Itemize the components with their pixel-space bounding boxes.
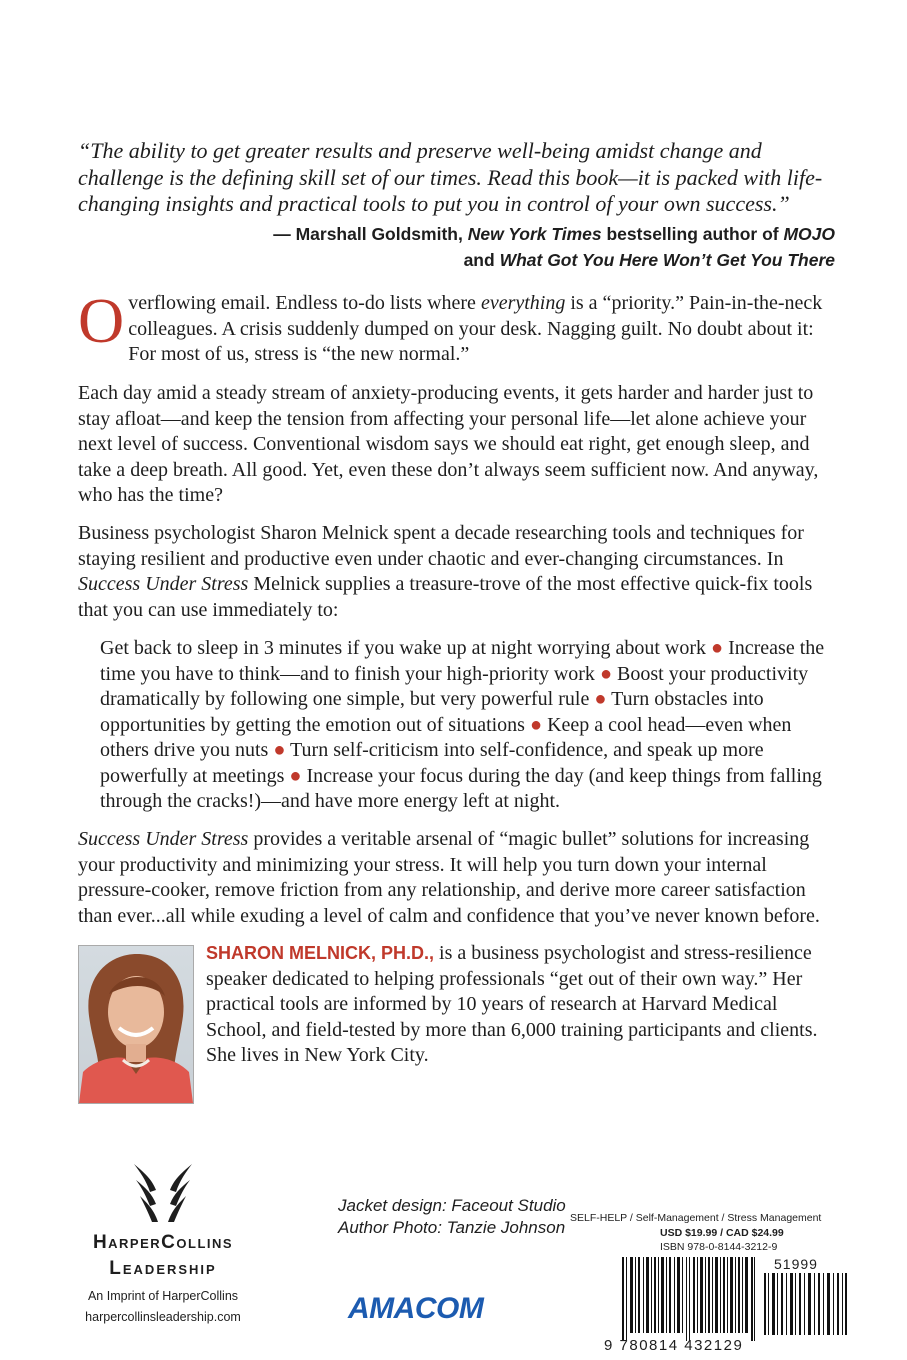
list-item: Get back to sleep in 3 minutes if you wake up at night worrying about work <box>100 637 706 659</box>
bullet-icon: ● <box>273 739 286 761</box>
list-item: Turn self-criticism into self-confidence, and speak up more powerfully at meetings <box>100 739 764 787</box>
benefit-list <box>100 636 842 815</box>
author-photo-credit: Author Photo: Tanzie Johnson <box>338 1218 566 1237</box>
list-item: Boost your productivity dramatically by following one simple, but very powerful rule <box>100 662 809 710</box>
quote-attribution-line2: and What Got You Here Won’t Get You There <box>463 250 835 270</box>
author-name: SHARON MELNICK, PH.D., <box>206 943 435 963</box>
list-item: Turn obstacles into opportunities by getting the emotion out of situations <box>100 688 764 736</box>
paragraph-3: Business psychologist Sharon Melnick spent a decade researching tools and techniques for staying resilient and productive even under chaotic and ever-changing circumstances. In Success Under Stress Melnick supplies a treasure-trove of the most effective quick-fix tools that you can use immediately to: <box>78 522 813 621</box>
imprint-note: An Imprint of HarperCollins <box>87 1289 239 1303</box>
bullet-icon: ● <box>594 688 607 710</box>
endorsement-quote: “The ability to get greater results and preserve well-being amidst change and challenge is the defining skill set of our times. Read this book—it is packed with life-changing insights and practical tools to put you in control of your own success.” <box>78 138 823 216</box>
publisher-imprint-label: Leadership <box>109 1258 217 1279</box>
bullet-icon: ● <box>711 637 724 659</box>
bullet-icon: ● <box>289 764 302 787</box>
author-bio: SHARON MELNICK, PH.D., is a business psychologist and stress-resilience speaker dedicated to helping professionals “get out of their own way.” Her practical tools are informed by 10 years of research at Harvard Medical School, and field-tested by more than 6,000 training participants and clients. She lives in New York City. <box>206 942 818 1066</box>
list-item: Increase your focus during the day (and keep things from falling through the cracks!)—and have more energy left at night. <box>100 764 822 812</box>
paragraph-4: Success Under Stress provides a veritable arsenal of “magic bullet” solutions for increasing your productivity and minimizing your stress. It will help you turn down your internal pressure-cooker, remove friction from any relationship, and derive more career satisfaction than ever...all while exuding a level of calm and confidence that you’ve never known before. <box>78 828 820 927</box>
main-barcode-bars <box>622 1257 756 1341</box>
harpercollins-logo-icon <box>132 1160 194 1226</box>
category-label: SELF-HELP / Self-Management / Stress Management <box>570 1212 822 1224</box>
paragraph-2: Each day amid a steady stream of anxiety-producing events, it gets harder and harder just to stay afloat—and keep the tension from affecting your personal life—let alone achieve your next level of success. Conventional wisdom says we should eat right, get enough sleep, and take a deep breath. All good. Yet, even these don’t always seem sufficient now. And anyway, who has the time? <box>78 382 819 506</box>
isbn-label: ISBN 978-0-8144-3212-9 <box>660 1241 778 1253</box>
intro-paragraph: Overflowing email. Endless to-do lists where everything is a “priority.” Pain-in-the-neck colleagues. A crisis suddenly dumped on your desk. Nagging guilt. No doubt about it: For most of us, stress is “the new normal.” <box>78 285 823 365</box>
barcode-digits: 9 780814 432129 <box>604 1337 744 1354</box>
isbn-barcode <box>596 1257 852 1355</box>
jacket-design-credit: Jacket design: Faceout Studio <box>338 1196 566 1215</box>
addon-barcode-bars <box>764 1273 848 1335</box>
list-item: Keep a cool head—even when others drive you nuts <box>100 713 792 761</box>
list-item: Increase the time you have to think—and to finish your high-priority work <box>100 637 825 685</box>
amacom-logo: AMACOM <box>348 1292 484 1325</box>
publisher-name: HarperCollins <box>92 1232 234 1253</box>
publisher-url: harpercollinsleadership.com <box>85 1310 241 1324</box>
author-photo <box>78 945 194 1104</box>
bullet-icon: ● <box>599 662 613 685</box>
price-code: 51999 <box>774 1256 818 1272</box>
quote-attribution-line1: — Marshall Goldsmith, New York Times bestselling author of MOJO <box>273 224 835 244</box>
price-label: USD $19.99 / CAD $24.99 <box>660 1227 784 1239</box>
bullet-icon: ● <box>529 713 543 736</box>
drop-cap: O <box>78 285 125 356</box>
